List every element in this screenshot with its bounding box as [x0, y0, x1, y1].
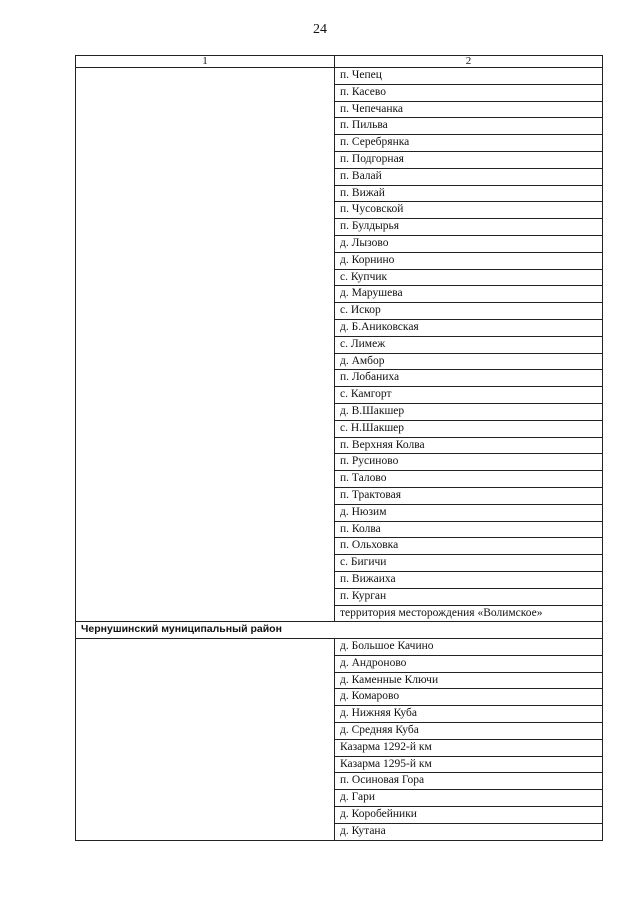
settlement-cell: п. Осиновая Гора	[335, 773, 603, 790]
table-body	[76, 56, 603, 841]
settlement-cell: с. Н.Шакшер	[335, 420, 603, 437]
settlement-cell: п. Булдырья	[335, 219, 603, 236]
settlement-cell: п. Серебрянка	[335, 135, 603, 152]
settlement-cell: п. Чепечанка	[335, 101, 603, 118]
column-header-2: 2	[335, 56, 603, 68]
settlement-cell: д. Каменные Ключи	[335, 672, 603, 689]
settlement-cell: д. Корнино	[335, 252, 603, 269]
settlement-cell: д. Лызово	[335, 235, 603, 252]
settlement-cell: п. Чусовской	[335, 202, 603, 219]
district-cell	[76, 639, 335, 841]
settlement-cell: Казарма 1292-й км	[335, 739, 603, 756]
settlement-cell: д. Марушева	[335, 286, 603, 303]
settlement-cell: п. Валай	[335, 168, 603, 185]
district-cell	[76, 68, 335, 622]
settlement-cell: п. Вижай	[335, 185, 603, 202]
page-number: 24	[313, 22, 327, 37]
settlement-cell: д. Гари	[335, 790, 603, 807]
settlement-cell: п. Чепец	[335, 68, 603, 85]
district-header-row	[76, 622, 603, 639]
settlement-cell: п. Талово	[335, 471, 603, 488]
settlement-cell: д. Кутана	[335, 823, 603, 840]
settlement-cell: д. Средняя Куба	[335, 723, 603, 740]
column-header-row	[76, 56, 603, 68]
settlement-cell: п. Касево	[335, 84, 603, 101]
settlement-cell: д. Б.Аниковская	[335, 319, 603, 336]
settlement-cell: п. Трактовая	[335, 487, 603, 504]
settlement-cell: п. Подгорная	[335, 151, 603, 168]
settlement-cell: п. Колва	[335, 521, 603, 538]
settlement-cell: п. Пильва	[335, 118, 603, 135]
settlement-cell: с. Искор	[335, 303, 603, 320]
settlement-cell: п. Курган	[335, 588, 603, 605]
table-row	[76, 68, 603, 85]
settlement-cell: п. Верхняя Колва	[335, 437, 603, 454]
settlement-cell: п. Русиново	[335, 454, 603, 471]
settlement-cell: д. Большое Качино	[335, 639, 603, 656]
settlement-cell: д. Андроново	[335, 655, 603, 672]
settlement-cell: п. Лобаниха	[335, 370, 603, 387]
settlement-cell: с. Бигичи	[335, 555, 603, 572]
settlement-cell: д. Амбор	[335, 353, 603, 370]
settlement-cell: с. Купчик	[335, 269, 603, 286]
table-row	[76, 639, 603, 656]
settlement-cell: Казарма 1295-й км	[335, 756, 603, 773]
district-title: Чернушинский муниципальный район	[76, 622, 603, 639]
settlement-cell: с. Лимеж	[335, 336, 603, 353]
settlement-cell: д. Нижняя Куба	[335, 706, 603, 723]
settlement-cell: с. Камгорт	[335, 387, 603, 404]
column-header-1: 1	[76, 56, 335, 68]
settlement-cell: д. Коробейники	[335, 807, 603, 824]
settlement-cell: д. Комарово	[335, 689, 603, 706]
settlement-cell: п. Ольховка	[335, 538, 603, 555]
settlement-cell: д. Нюзим	[335, 504, 603, 521]
settlement-cell: п. Вижаиха	[335, 571, 603, 588]
settlements-table	[75, 55, 603, 841]
settlement-cell: территория месторождения «Волимское»	[335, 605, 603, 622]
settlement-cell: д. В.Шакшер	[335, 403, 603, 420]
